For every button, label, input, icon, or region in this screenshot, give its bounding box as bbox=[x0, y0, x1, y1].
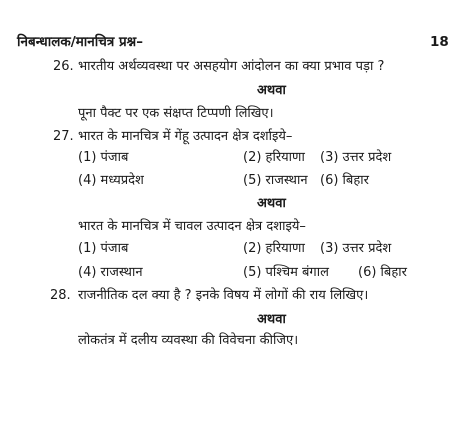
question-27-number: 27. bbox=[53, 129, 74, 144]
section-title: निबन्धालक/मानचित्र प्रश्न– bbox=[17, 34, 143, 50]
question-28-number: 28. bbox=[50, 288, 71, 303]
q27-option-4: (4) मध्यप्रदेश bbox=[78, 173, 144, 188]
page-number: 18 bbox=[430, 34, 449, 50]
q27-option-5: (5) राजस्थान bbox=[243, 173, 308, 188]
q27-option-6: (6) बिहार bbox=[320, 173, 369, 188]
question-27-alt-text: भारत के मानचित्र में चावल उत्पादन क्षेत्र दशाइये– bbox=[78, 219, 306, 234]
question-27-or-label: अथवा bbox=[257, 196, 286, 211]
question-26-number: 26. bbox=[53, 59, 74, 74]
q27-alt-option-6: (6) बिहार bbox=[358, 265, 407, 280]
q27-alt-option-5: (5) पश्चिम बंगाल bbox=[243, 265, 329, 280]
q27-option-1: (1) पंजाब bbox=[78, 150, 129, 165]
question-26-alt-text: पूना पैक्ट पर एक संक्षप्त टिप्पणी लिखिए। bbox=[78, 106, 274, 121]
question-28-or-label: अथवा bbox=[257, 312, 286, 327]
question-28-alt-text: लोकतंत्र में दलीय व्यवस्था की विवेचना कीजिए। bbox=[78, 333, 299, 348]
q27-alt-option-2: (2) हरियाणा bbox=[243, 241, 305, 256]
question-26-text: भारतीय अर्थव्यवस्था पर असहयोग आंदोलन का क्या प्रभाव पड़ा ? bbox=[78, 59, 385, 74]
question-28-text: राजनीतिक दल क्या है ? इनके विषय में लोगों की राय लिखिए। bbox=[78, 288, 369, 303]
q27-alt-option-1: (1) पंजाब bbox=[78, 241, 129, 256]
q27-option-3: (3) उत्तर प्रदेश bbox=[320, 150, 392, 165]
q27-alt-option-4: (4) राजस्थान bbox=[78, 265, 143, 280]
question-27-text: भारत के मानचित्र में गेंहू उत्पादन क्षेत्र दर्शाइये– bbox=[78, 129, 293, 144]
q27-alt-option-3: (3) उत्तर प्रदेश bbox=[320, 241, 392, 256]
question-26-or-label: अथवा bbox=[257, 83, 286, 98]
q27-option-2: (2) हरियाणा bbox=[243, 150, 305, 165]
